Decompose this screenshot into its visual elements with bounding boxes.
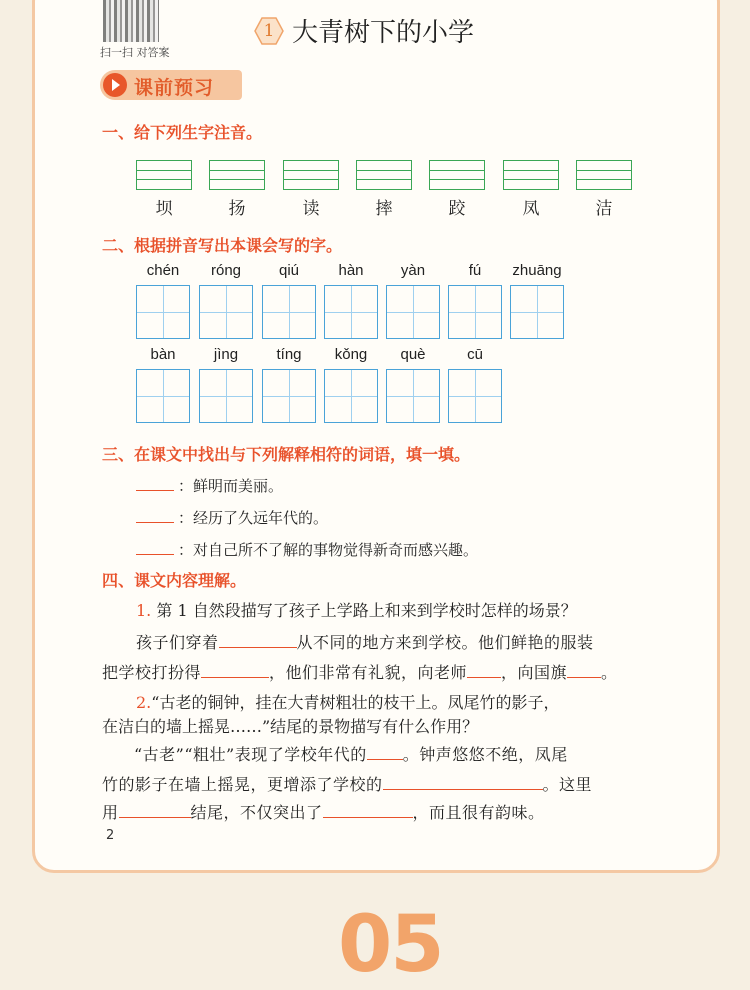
section2-title: 二、根据拼音写出本课会写的字。 xyxy=(102,236,343,255)
pinyin-input-box[interactable] xyxy=(576,160,632,190)
answer-blank[interactable] xyxy=(119,802,191,818)
question-1 xyxy=(136,598,577,621)
answer-text: 从不同的地方来到学校。他们鲜艳的服装 xyxy=(296,633,594,652)
answer-blank[interactable] xyxy=(136,506,174,523)
tianzige-box[interactable] xyxy=(510,285,564,339)
hanzi-char: 跤 xyxy=(448,199,466,219)
pinyin-input-box[interactable] xyxy=(503,160,559,190)
answer-text: 竹的影子在墙上摇晃，更增添了学校的 xyxy=(102,775,383,794)
answer-text: 结尾，不仅突出了 xyxy=(190,803,323,822)
tianzige-box[interactable] xyxy=(324,369,378,423)
pinyin-label: fú xyxy=(468,262,482,279)
definition-text: ：对自己所不了解的事物觉得新奇而感兴趣。 xyxy=(178,541,479,559)
tianzige-box[interactable] xyxy=(199,369,253,423)
hanzi-char: 凤 xyxy=(522,199,540,219)
answer-text: 孩子们穿着 xyxy=(136,633,219,652)
question-number: 2. xyxy=(136,693,152,712)
tianzige-box[interactable] xyxy=(386,369,440,423)
pinyin-label: chén xyxy=(146,262,180,279)
section4-title: 四、课文内容理解。 xyxy=(102,571,247,590)
question-2-line-1 xyxy=(136,690,559,713)
answer-text: 用 xyxy=(102,803,119,822)
play-arrow-icon xyxy=(103,73,127,97)
answer-1-line-1 xyxy=(136,630,594,653)
tianzige-box[interactable] xyxy=(262,369,316,423)
hanzi-char: 坝 xyxy=(155,199,173,219)
pinyin-label: zhuāng xyxy=(512,262,562,279)
question-number: 1. xyxy=(136,601,152,620)
tianzige-box[interactable] xyxy=(199,285,253,339)
pinyin-input-box[interactable] xyxy=(209,160,265,190)
pinyin-input-box[interactable] xyxy=(283,160,339,190)
pinyin-label: qiú xyxy=(278,262,300,279)
definition-text: ：经历了久远年代的。 xyxy=(178,509,329,527)
hanzi-char: 摔 xyxy=(375,199,393,219)
answer-text: ，向国旗 xyxy=(501,663,568,682)
answer-blank[interactable] xyxy=(467,662,501,678)
pinyin-label: jìng xyxy=(213,346,239,363)
answer-text: 。 xyxy=(601,663,618,682)
pinyin-input-box[interactable] xyxy=(429,160,485,190)
answer-blank[interactable] xyxy=(201,662,269,678)
pinyin-label: bàn xyxy=(150,346,176,363)
tianzige-box[interactable] xyxy=(136,369,190,423)
answer-2-line-1 xyxy=(134,742,568,765)
answer-text: 。这里 xyxy=(542,775,593,794)
hanzi-char: 读 xyxy=(302,199,320,219)
hanzi-char: 扬 xyxy=(228,199,246,219)
hanzi-char: 洁 xyxy=(595,199,613,219)
pinyin-label: què xyxy=(400,346,426,363)
pinyin-label: yàn xyxy=(400,262,426,279)
pinyin-label: kǒng xyxy=(334,346,368,363)
section3-title: 三、在课文中找出与下列解释相符的词语，填一填。 xyxy=(102,445,471,464)
question-text: “古老的铜钟，挂在大青树粗壮的枝干上。凤尾竹的影子， xyxy=(151,693,560,712)
tianzige-box[interactable] xyxy=(136,285,190,339)
answer-text: “古老”“粗壮”表现了学校年代的 xyxy=(134,745,367,764)
answer-blank[interactable] xyxy=(136,474,174,491)
tianzige-box[interactable] xyxy=(448,285,502,339)
definition-item xyxy=(136,506,328,528)
answer-2-line-2 xyxy=(102,772,592,795)
lesson-number: 1 xyxy=(263,21,275,41)
definition-text: ：鲜明而美丽。 xyxy=(178,477,284,495)
answer-text: ，而且很有韵味。 xyxy=(412,803,545,822)
preview-label: 课前预习 xyxy=(134,77,215,99)
answer-blank[interactable] xyxy=(219,632,297,648)
tianzige-box[interactable] xyxy=(262,285,316,339)
answer-1-line-2 xyxy=(102,660,618,683)
answer-text: ，他们非常有礼貌，向老师 xyxy=(269,663,468,682)
pinyin-label: tíng xyxy=(276,346,302,363)
answer-blank[interactable] xyxy=(323,802,413,818)
answer-blank[interactable] xyxy=(383,774,543,790)
answer-2-line-3 xyxy=(102,800,545,823)
answer-blank[interactable] xyxy=(567,662,601,678)
tianzige-box[interactable] xyxy=(324,285,378,339)
tianzige-box[interactable] xyxy=(448,369,502,423)
answer-blank[interactable] xyxy=(367,744,403,760)
tianzige-box[interactable] xyxy=(386,285,440,339)
pinyin-label: cū xyxy=(467,346,483,363)
question-text: 第 1 自然段描写了孩子上学路上和来到学校时怎样的场景？ xyxy=(156,601,577,620)
pinyin-input-box[interactable] xyxy=(356,160,412,190)
decorative-number: 05 xyxy=(338,900,443,990)
page-number: 2 xyxy=(106,828,115,843)
definition-item xyxy=(136,538,478,560)
answer-text: 。钟声悠悠不绝，凤尾 xyxy=(402,745,568,764)
section1-title: 一、给下列生字注音。 xyxy=(102,123,263,142)
answer-text: 把学校打扮得 xyxy=(102,663,202,682)
qr-code-icon[interactable] xyxy=(103,0,159,42)
pinyin-label: róng xyxy=(210,262,242,279)
pinyin-input-box[interactable] xyxy=(136,160,192,190)
question-2-line-2: 在洁白的墙上摇晃……”结尾的景物描写有什么作用？ xyxy=(102,717,479,736)
pinyin-label: hàn xyxy=(338,262,364,279)
definition-item xyxy=(136,474,283,496)
qr-caption: 扫一扫 对答案 xyxy=(100,46,170,59)
page-title: 大青树下的小学 xyxy=(292,18,475,48)
answer-blank[interactable] xyxy=(136,538,174,555)
